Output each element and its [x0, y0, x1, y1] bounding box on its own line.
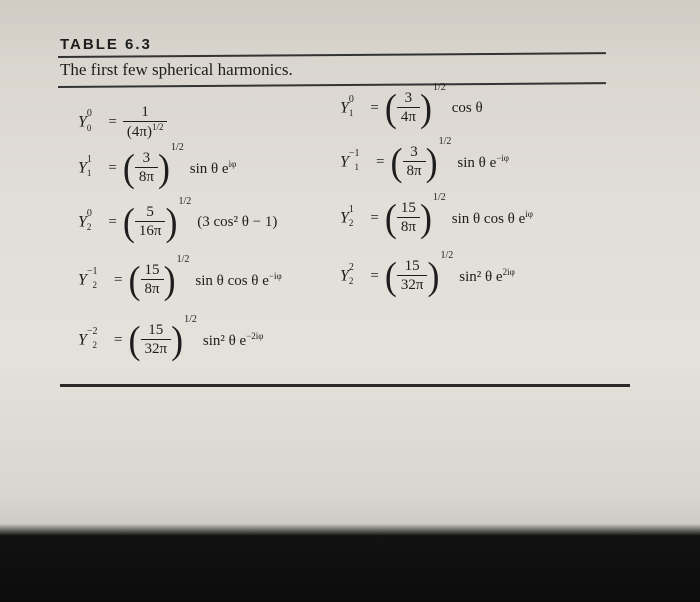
equals-sign: =: [370, 267, 379, 284]
coefficient: ( $\frac{15}{32\pi}$ ) 1/2: [384, 250, 454, 298]
equals-sign: =: [108, 159, 117, 176]
equals-sign: =: [114, 331, 123, 348]
harmonic-symbol: $Y^1_2$: [340, 203, 354, 229]
angular-expression: cos θ: [451, 99, 483, 116]
harmonic-symbol: $Y^0_1$: [340, 93, 354, 119]
harmonic-Y20: [78, 196, 278, 244]
harmonic-symbol: $Y^{-1}_1$: [340, 147, 360, 173]
angular-expression: sin θ cos θ $e^{i\varphi}$: [451, 208, 533, 227]
harmonic-symbol: $Y^2_2$: [340, 261, 354, 287]
coefficient: ( $\frac{5}{16\pi}$ ) 1/2: [122, 196, 192, 244]
equals-sign: =: [108, 113, 117, 130]
harmonic-Y00: [78, 104, 167, 141]
harmonic-symbol: $Y^{-1}_2$: [78, 265, 98, 291]
table-caption: The first few spherical harmonics.: [60, 60, 293, 79]
equals-sign: =: [376, 153, 385, 170]
harmonic-symbol: $Y^0_2$: [78, 207, 92, 233]
angular-expression: sin² θ $e^{2i\varphi}$: [459, 266, 515, 285]
harmonic-Y1m1: [340, 136, 510, 184]
coefficient: ( $\frac{15}{32\pi}$ ) 1/2: [128, 314, 197, 362]
equals-sign: =: [108, 213, 117, 230]
equals-sign: =: [370, 99, 379, 116]
angular-expression: sin² θ $e^{-2i\varphi}$: [202, 330, 264, 349]
harmonic-Y2m1: [78, 254, 282, 302]
coefficient: ( $\frac{3}{8\pi}$ ) 1/2: [122, 142, 184, 190]
coefficient: ( $\frac{15}{8\pi}$ ) 1/2: [384, 192, 446, 240]
harmonic-Y22: [340, 250, 515, 298]
harmonic-Y2m2: [78, 314, 264, 362]
angular-expression: sin θ cos θ $e^{-i\varphi}$: [195, 270, 282, 289]
angular-expression: sin θ $e^{i\varphi}$: [189, 158, 237, 177]
harmonic-Y11: [78, 142, 237, 190]
table-label: [60, 36, 152, 54]
harmonic-Y21: [340, 192, 533, 240]
equals-sign: =: [114, 271, 123, 288]
coefficient: ( $\frac{3}{8\pi}$ ) 1/2: [390, 136, 452, 184]
harmonic-Y10: [340, 82, 483, 130]
header-rule: [58, 82, 606, 88]
angular-expression: (3 cos² θ − 1): [197, 213, 278, 230]
harmonic-symbol: $Y^1_1$: [78, 153, 92, 179]
bottom-rule: [60, 384, 630, 387]
table-number: TABLE 6.3: [60, 36, 152, 53]
angular-expression: sin θ $e^{-i\varphi}$: [457, 152, 510, 171]
coefficient-fraction: $\frac{1}{(4\pi)^{1/2}}$: [123, 104, 168, 141]
coefficient: ( $\frac{3}{4\pi}$ ) 1/2: [384, 82, 446, 130]
equals-sign: =: [370, 209, 379, 226]
coefficient: ( $\frac{15}{8\pi}$ ) 1/2: [128, 254, 190, 302]
harmonic-symbol: $Y^{-2}_2$: [78, 325, 98, 351]
harmonic-symbol: $Y^0_0$: [78, 107, 92, 133]
